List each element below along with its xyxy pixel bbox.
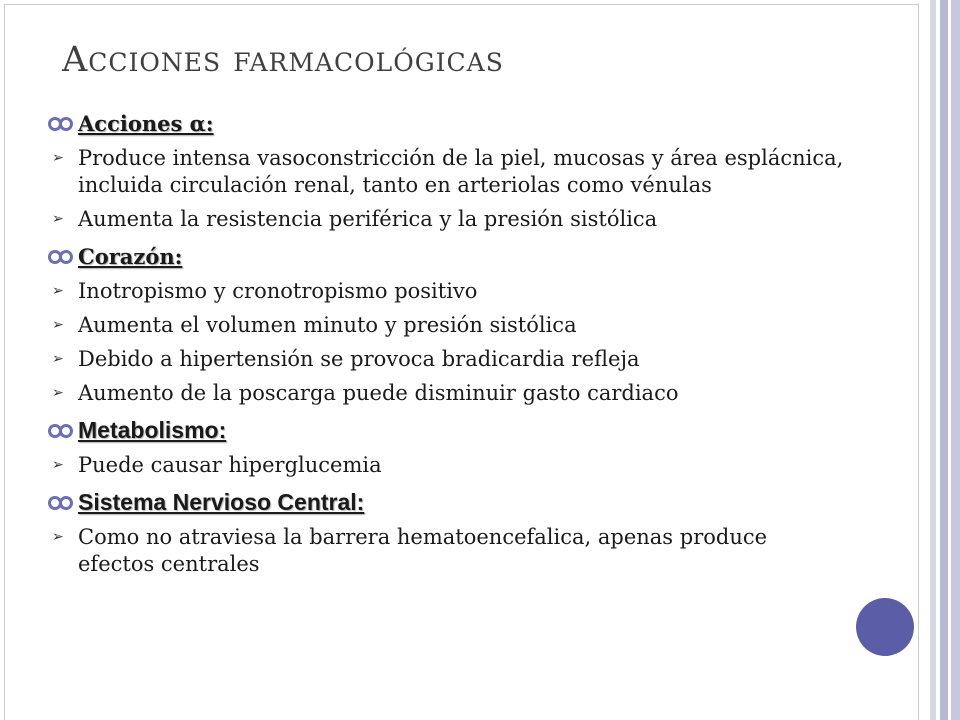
ring-bullet-icon (48, 117, 62, 131)
arrow-bullet-icon: ➢ (52, 385, 64, 401)
arrow-bullet-icon: ➢ (52, 351, 64, 367)
ring-bullet-icon (48, 424, 62, 438)
list-item-text: Produce intensa vasoconstricción de la piel, mucosas y área esplácnica, incluida circulación renal, tanto en arteriolas como vénulas (78, 146, 844, 197)
slide-title: Acciones farmacológicas (62, 40, 504, 80)
list-item-text: Aumenta la resistencia periférica y la presión sistólica (78, 207, 658, 231)
decorative-side-stripes (922, 0, 960, 720)
section-heading-corazon (46, 243, 846, 271)
section-heading-acciones-alfa (46, 110, 846, 138)
list-item-text: Aumenta el volumen minuto y presión sistólica (78, 313, 577, 337)
section-heading-label: Corazón: (78, 244, 183, 269)
decorative-circle (856, 598, 914, 656)
arrow-bullet-icon: ➢ (52, 150, 64, 166)
slide-content (46, 110, 846, 580)
list-item (46, 206, 846, 233)
list-item (46, 380, 846, 407)
list-item (46, 346, 846, 373)
list-item (46, 145, 846, 199)
section-heading-label: Acciones α: (78, 111, 214, 136)
list-item-text: Debido a hipertensión se provoca bradicardia refleja (78, 347, 640, 371)
ring-bullet-icon (48, 496, 62, 510)
arrow-bullet-icon: ➢ (52, 317, 64, 333)
section-heading-label: Metabolismo: (78, 417, 227, 443)
section-heading-label: Sistema Nervioso Central: (78, 489, 365, 515)
arrow-bullet-icon: ➢ (52, 457, 64, 473)
list-item (46, 524, 846, 578)
section-heading-metabolismo (46, 417, 846, 445)
list-item (46, 278, 846, 305)
arrow-bullet-icon: ➢ (52, 283, 64, 299)
list-item (46, 452, 846, 479)
list-item (46, 312, 846, 339)
arrow-bullet-icon: ➢ (52, 529, 64, 545)
ring-bullet-icon (48, 250, 62, 264)
arrow-bullet-icon: ➢ (52, 211, 64, 227)
list-item-text: Aumento de la poscarga puede disminuir gasto cardiaco (78, 381, 679, 405)
list-item-text: Como no atraviesa la barrera hematoencefalica, apenas produce efectos centrales (78, 525, 768, 576)
list-item-text: Inotropismo y cronotropismo positivo (78, 279, 478, 303)
section-heading-snc (46, 489, 846, 517)
list-item-text: Puede causar hiperglucemia (78, 453, 382, 477)
